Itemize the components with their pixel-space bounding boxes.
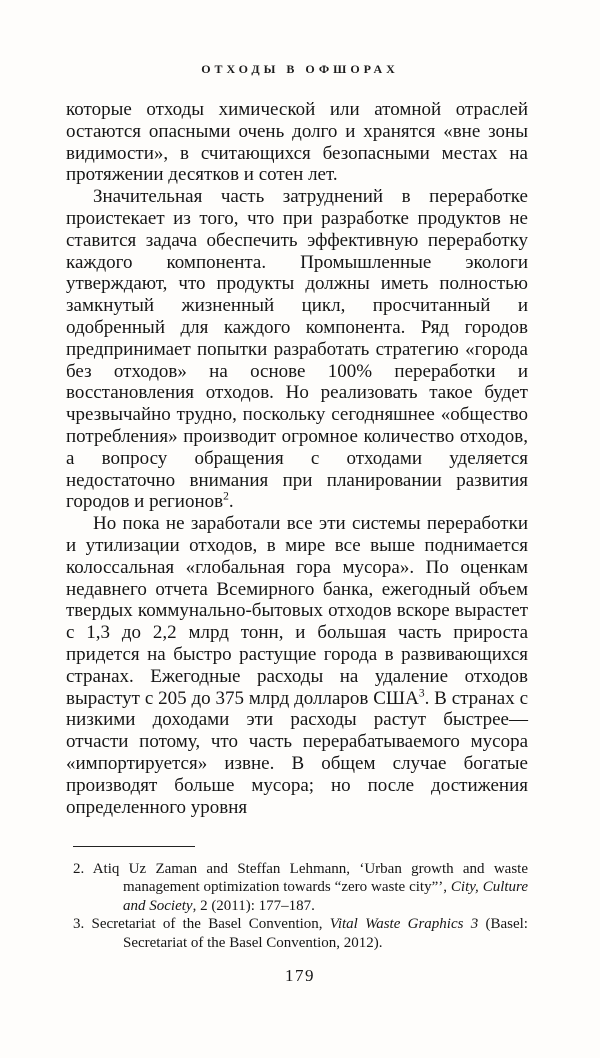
footnotes-section (66, 846, 528, 952)
footnote-3-text: Secretariat of the Basel Convention, (84, 916, 330, 933)
paragraph-3-text: Но пока не заработали все эти системы переработки и утилизации отходов, в мире все выше поднимается колоссальная «глобальная гора мусора». По оценкам недавнего отчета Всемирного банка, ежегодный объем твердых коммунально-бытовых отходов вскоре вырастет с 1,3 до 2,2 млрд тонн, и большая часть прироста придется на быстро растущие города в развивающихся странах. Ежегодные расходы на удаление отходов вырастут с 205 до 375 млрд долларов США (66, 513, 528, 709)
footnote-ref-2: 2 (223, 491, 229, 504)
footnote-2-text: Atiq Uz Zaman and Steffan Lehmann, ‘Urban growth and waste management optimization towards “zero waste city”’, (84, 861, 528, 896)
paragraph-2-text: Значительная часть затруднений в переработке проистекает из того, что при разработке продуктов не ставится задача обеспечить эффективную переработку каждого компонента. Промышленные экологи утверждают, что продукты должны иметь полностью замкнутый жизненный цикл, просчитанный и одобренный для каждого компонента. Ряд городов предпринимает попытки разработать стратегию «города без отходов» на основе 100% переработки и восстановления отходов. Но реализовать такое будет чрезвычайно трудно, поскольку сегодняшнее «общество потребления» производит огромное количество отходов, а вопросу обращения с отходами уделяется недостаточно внимания при планировании развития городов и регионов (66, 186, 528, 513)
footnote-3-text-end: (Basel: Secretariat of the Basel Convention, 2012). (123, 916, 528, 951)
page-number: 179 (285, 966, 315, 985)
footnote-2-journal-title: City, Culture and Society (123, 879, 528, 914)
footnote-2-number: 2. (73, 861, 85, 877)
footnote-2 (73, 860, 528, 915)
running-head: ОТХОДЫ В ОФШОРАХ (201, 62, 399, 76)
footnote-3 (73, 915, 528, 952)
footnote-2-text-end: , 2 (2011): 177–187. (192, 897, 315, 914)
footnote-ref-3: 3 (418, 687, 425, 700)
paragraph-3-end: . В странах с низкими доходами эти расходы растут быстрее—отчасти потому, что часть перерабатываемого мусора «импортируется» извне. В общем случае богатые производят больше мусора; но после достижения определенного уровня (66, 687, 529, 818)
footnote-separator (73, 846, 195, 847)
paragraph-2 (66, 186, 528, 513)
paragraph-2-end: . (228, 491, 234, 513)
body-text (66, 99, 528, 818)
paragraph-3 (66, 513, 528, 818)
paragraph-1: которые отходы химической или атомной отраслей остаются опасными очень долго и хранятся «вне зоны видимости», в считающихся безопасными местах на протяжении десятков и сотен лет. (66, 99, 528, 186)
footnote-3-book-title: Vital Waste Graphics 3 (329, 916, 479, 933)
footnote-3-number: 3. (73, 916, 85, 933)
